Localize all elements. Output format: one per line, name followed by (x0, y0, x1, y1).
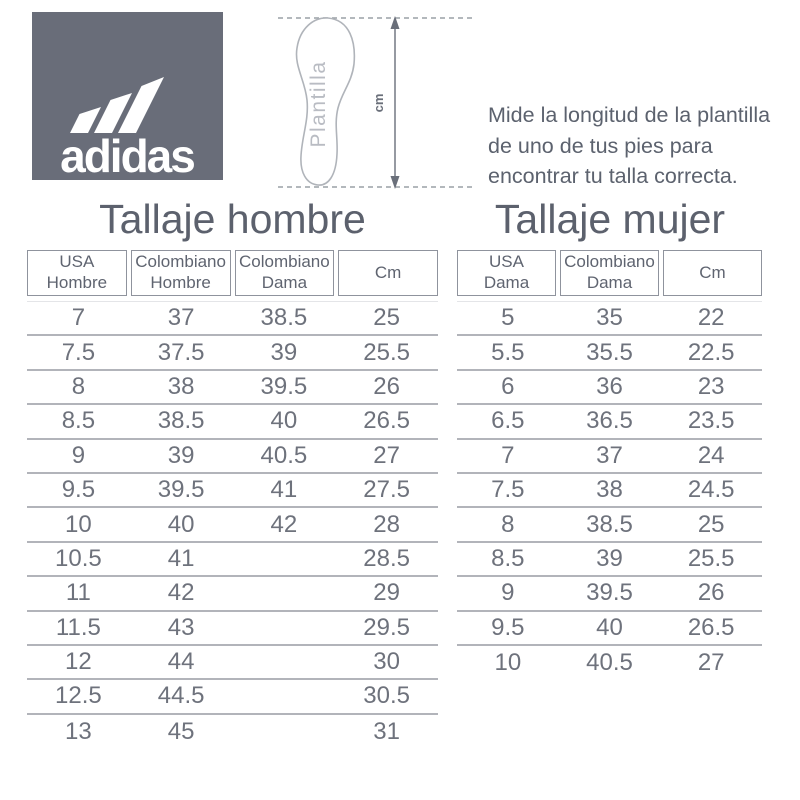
table-row (27, 646, 438, 680)
table-cell: 39.5 (260, 372, 308, 400)
table-cell: 35 (596, 304, 623, 332)
table-row (457, 508, 762, 542)
women-size-table (457, 250, 762, 680)
table-cell: 22.5 (687, 338, 735, 366)
table-cell: 37 (167, 304, 195, 332)
table-cell: 27 (697, 649, 725, 677)
table-cell: 25 (697, 510, 725, 538)
table-cell: 22 (697, 304, 725, 332)
table-cell: 6 (501, 372, 515, 400)
table-row (457, 440, 762, 474)
table-cell: 38.5 (586, 510, 633, 538)
table-cell: 37.5 (157, 338, 205, 366)
table-cell: 26.5 (687, 613, 735, 641)
instruction-text: Mide la longitud de la plantilla de uno de tus pies para encontrar tu talla correcta. (488, 103, 771, 189)
table-cell: 39 (270, 338, 298, 366)
table-cell: 23.5 (687, 407, 735, 435)
table-row (27, 405, 438, 439)
table-cell: 23 (697, 372, 725, 400)
adidas-logo-icon (32, 12, 223, 180)
table-cell: 24 (697, 441, 725, 469)
women-header-row (457, 250, 762, 296)
table-cell: 30 (373, 648, 400, 676)
table-cell: 37 (596, 441, 623, 469)
table-cell: 25 (373, 304, 400, 332)
men-header-row (27, 250, 438, 296)
table-cell: 8.5 (491, 544, 525, 572)
table-cell: 9.5 (61, 476, 96, 504)
men-table-title: Tallaje hombre (99, 196, 366, 242)
table-cell: 40 (596, 613, 623, 641)
table-cell: 39.5 (157, 476, 205, 504)
table-cell: 11 (65, 579, 91, 607)
table-cell: 9 (501, 579, 515, 607)
men-table-body (27, 301, 438, 749)
table-cell: 38.5 (260, 304, 308, 332)
table-row (27, 680, 438, 714)
table-cell: 40 (167, 510, 195, 538)
table-cell: 28 (373, 510, 400, 538)
table-cell: 38.5 (157, 407, 205, 435)
table-row (27, 508, 438, 542)
table-cell: 13 (65, 717, 92, 745)
table-cell: 35.5 (586, 338, 633, 366)
table-cell: 12 (65, 648, 92, 676)
table-row (457, 371, 762, 405)
table-cell: 24.5 (687, 476, 735, 504)
table-cell: 26 (697, 579, 725, 607)
table-cell: 6.5 (491, 407, 525, 435)
table-row (27, 577, 438, 611)
table-row (27, 612, 438, 646)
table-cell: 44 (167, 648, 195, 676)
table-row (27, 715, 438, 749)
table-cell: 7.5 (491, 476, 525, 504)
table-row (27, 336, 438, 370)
table-cell: 27.5 (363, 476, 410, 504)
table-cell: 8.5 (61, 407, 96, 435)
table-cell: 26 (373, 372, 400, 400)
table-cell: 44.5 (157, 682, 205, 710)
table-cell: 42 (167, 579, 195, 607)
column-header: Cm (338, 250, 438, 296)
table-row (457, 336, 762, 370)
table-row (457, 302, 762, 336)
table-row (457, 646, 762, 680)
column-header: Colombiano Hombre (131, 250, 231, 296)
table-row (457, 405, 762, 439)
table-cell: 8 (71, 372, 86, 400)
table-cell: 43 (167, 613, 195, 641)
women-table-title: Tallaje mujer (494, 196, 726, 242)
men-size-table (27, 250, 438, 749)
table-cell: 36 (596, 372, 623, 400)
table-cell: 39 (596, 544, 623, 572)
table-cell: 10.5 (55, 544, 102, 572)
table-cell: 30.5 (363, 682, 410, 710)
table-cell: 41 (270, 476, 298, 504)
table-cell: 8 (501, 510, 515, 538)
column-header: USA Dama (457, 250, 556, 296)
table-cell: 42 (270, 510, 298, 538)
table-cell: 39.5 (586, 579, 633, 607)
insole-label: Plantilla (307, 60, 330, 148)
adidas-wordmark: adidas (60, 130, 194, 180)
table-cell: 9 (71, 441, 86, 469)
table-cell: 11.5 (55, 613, 101, 641)
table-cell: 41 (167, 544, 195, 572)
table-row (457, 474, 762, 508)
table-cell: 31 (373, 717, 400, 745)
table-cell: 40.5 (260, 441, 308, 469)
table-row (27, 474, 438, 508)
insole-diagram (278, 8, 474, 200)
table-row (27, 543, 438, 577)
table-cell: 29 (373, 579, 400, 607)
women-table-body (457, 301, 762, 680)
table-cell: 28.5 (363, 544, 410, 572)
column-header: Cm (663, 250, 762, 296)
table-cell: 45 (167, 717, 195, 745)
table-cell: 29.5 (363, 613, 410, 641)
table-cell: 5.5 (491, 338, 525, 366)
table-row (27, 371, 438, 405)
table-row (27, 302, 438, 336)
table-row (27, 440, 438, 474)
table-cell: 25.5 (687, 544, 735, 572)
table-cell: 26.5 (363, 407, 410, 435)
table-cell: 25.5 (363, 338, 410, 366)
table-cell: 7 (501, 441, 515, 469)
table-cell: 39 (167, 441, 195, 469)
column-header: Colombiano Dama (560, 250, 659, 296)
table-cell: 10 (494, 649, 522, 677)
table-cell: 7.5 (61, 338, 96, 366)
table-cell: 40 (270, 407, 298, 435)
table-row (457, 577, 762, 611)
table-cell: 36.5 (586, 407, 633, 435)
column-header: Colombiano Dama (235, 250, 335, 296)
insole-diagram-icon (278, 8, 474, 200)
column-header: USA Hombre (27, 250, 127, 296)
table-cell: 38 (167, 372, 195, 400)
table-cell: 27 (373, 441, 400, 469)
table-cell: 7 (71, 304, 86, 332)
adidas-logo-box (32, 12, 223, 180)
table-row (457, 543, 762, 577)
table-cell: 10 (65, 510, 92, 538)
table-cell: 38 (596, 476, 623, 504)
table-cell: 5 (501, 304, 515, 332)
table-cell: 12.5 (55, 682, 102, 710)
table-cell: 9.5 (491, 613, 525, 641)
table-cell: 40.5 (586, 649, 633, 677)
table-row (457, 612, 762, 646)
cm-label: cm (371, 93, 386, 113)
